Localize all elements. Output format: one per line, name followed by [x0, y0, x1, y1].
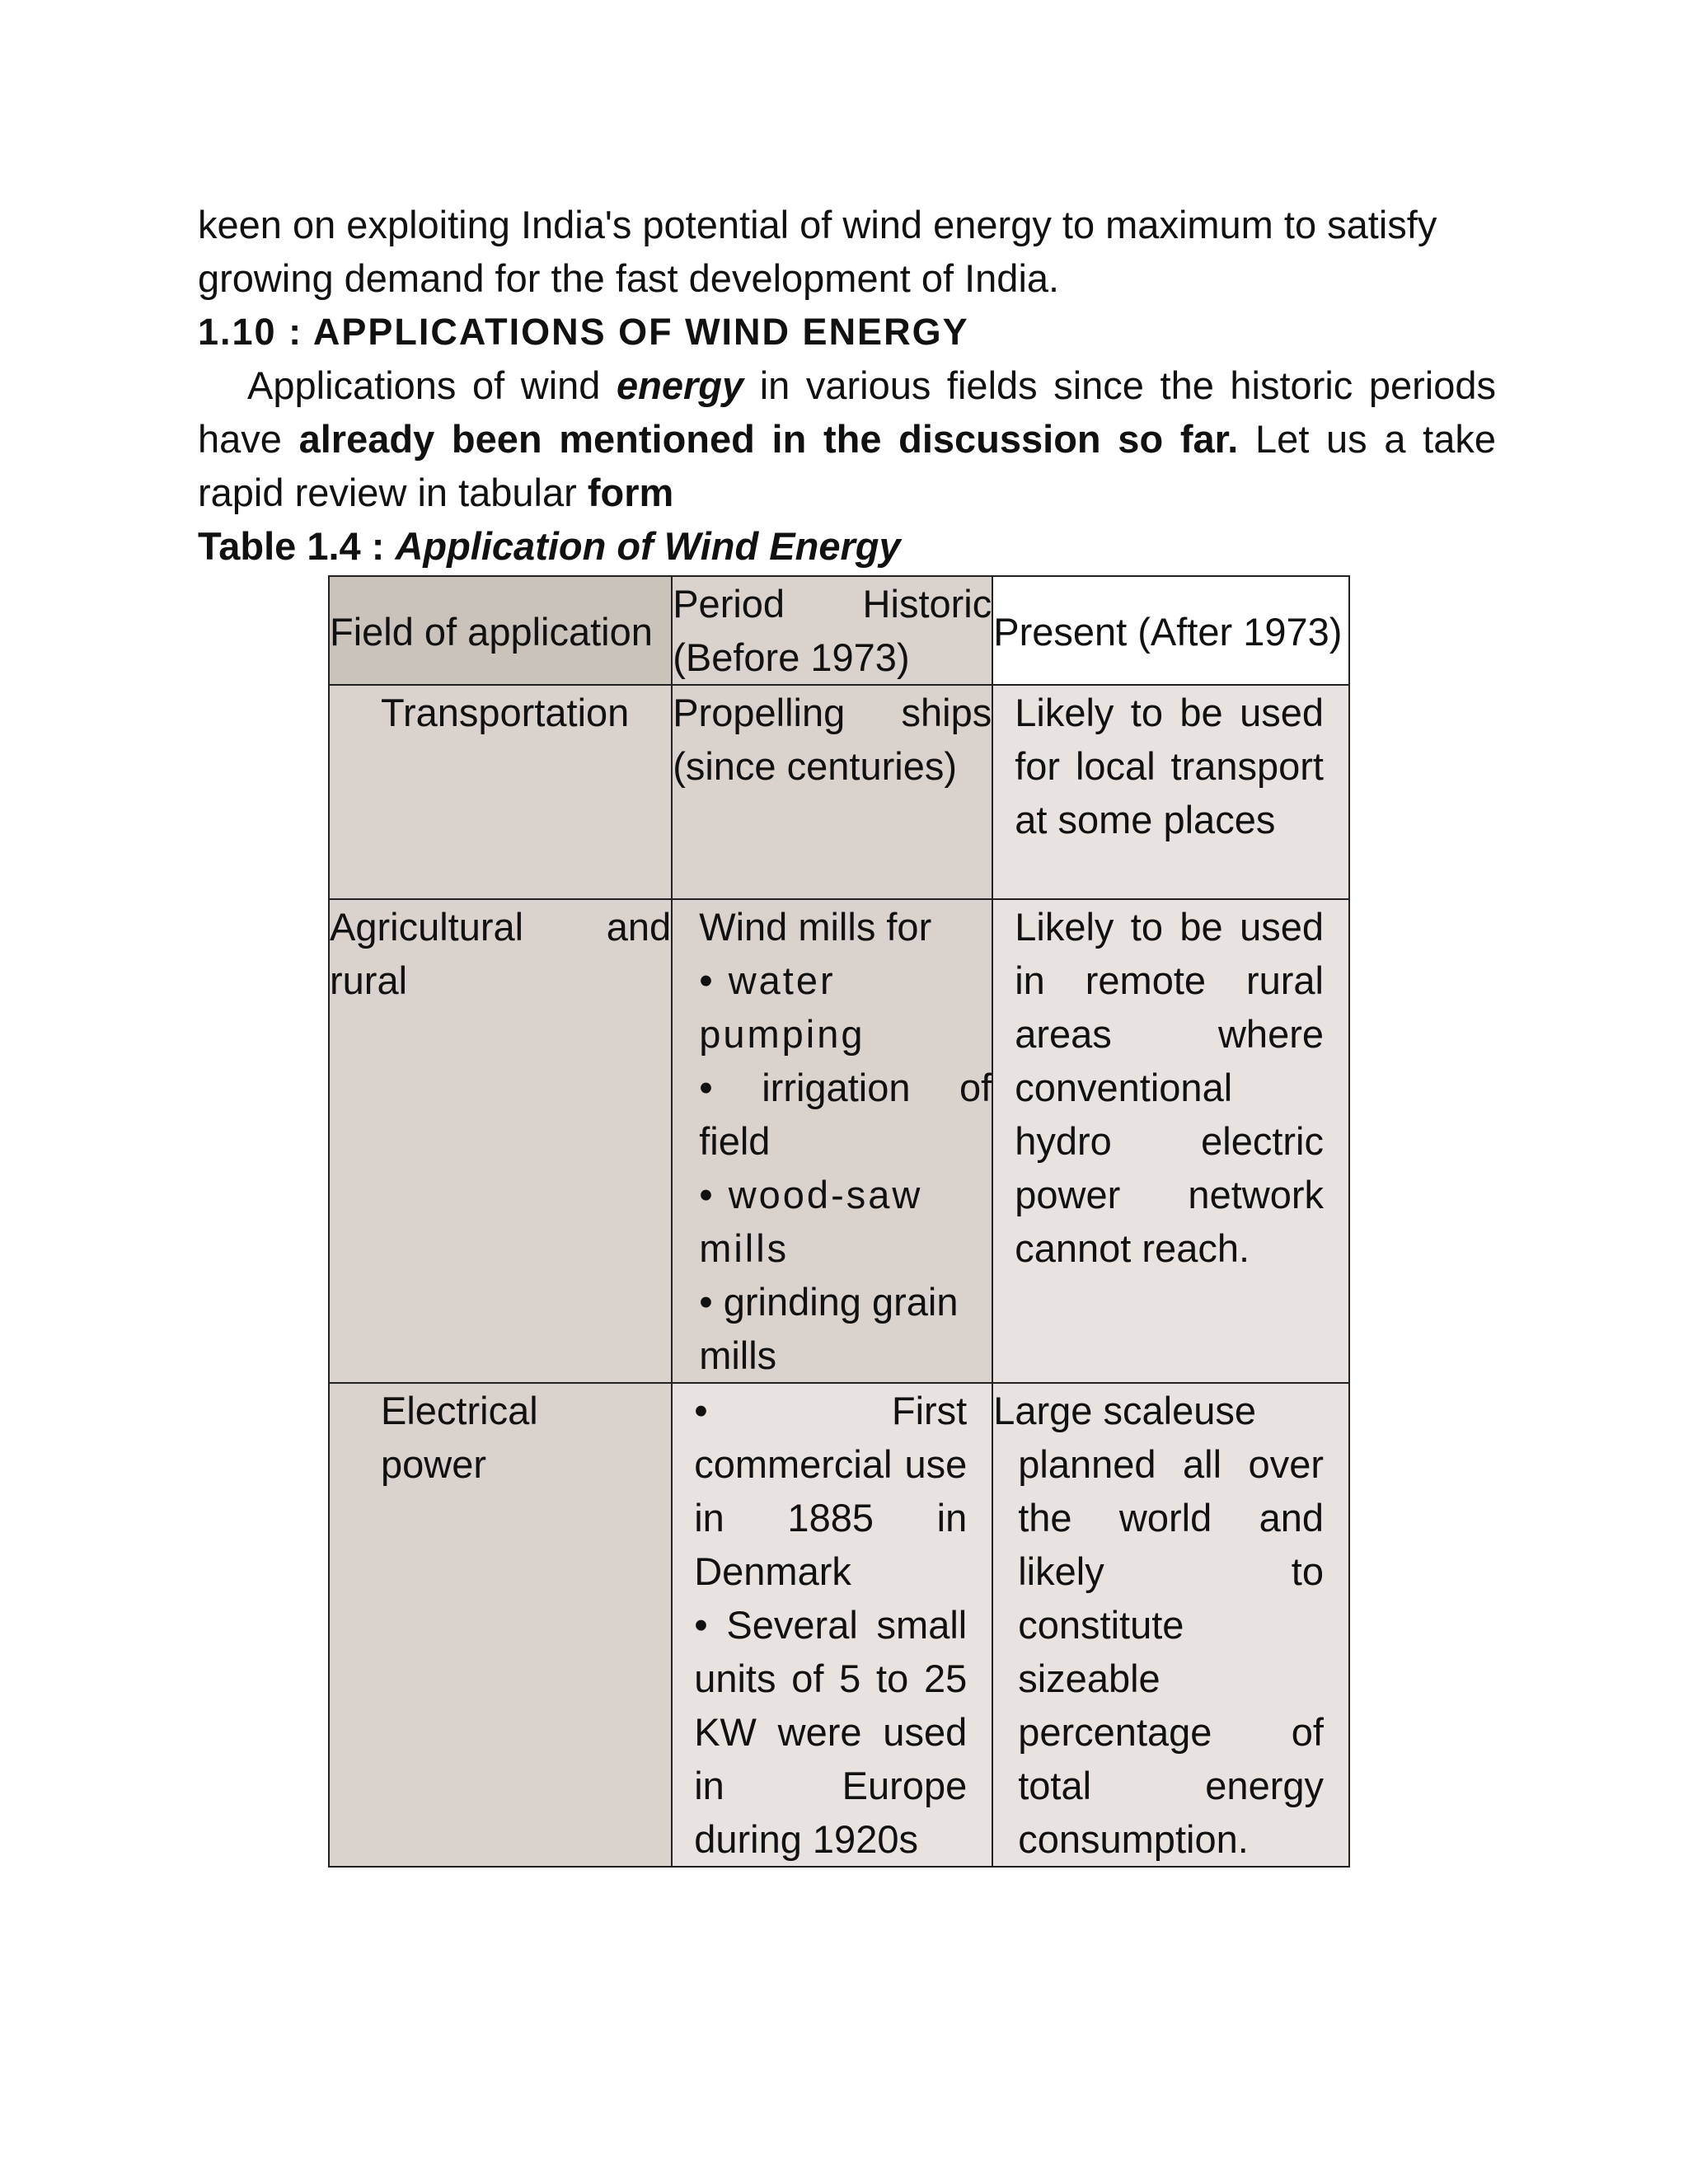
- cell-present-electrical: [992, 1383, 1349, 1867]
- cell-present-agricultural: [992, 899, 1349, 1383]
- field-transportation-text: Transportation: [381, 691, 630, 734]
- cell-field-electrical: [329, 1383, 672, 1867]
- cell-field-transportation: [329, 685, 672, 899]
- historic-agricultural-item: • wood-saw mills: [699, 1173, 923, 1270]
- cell-historic-transportation: [672, 685, 992, 899]
- paragraph-text-2: in various fields since the historic periods have: [198, 363, 1497, 461]
- historic-agricultural-intro: Wind mills for: [699, 905, 932, 949]
- historic-electrical-item: • Several small units of 5 to 25 KW were used in Europe during 1920s: [694, 1603, 968, 1861]
- paragraph-text-3: Let us a take rapid review in tabular: [198, 417, 1496, 514]
- paragraph-text-1: Applications of wind: [247, 363, 617, 407]
- header-present-text: Present (After 1973): [993, 610, 1343, 654]
- historic-agricultural-item: • water pumping: [699, 958, 865, 1056]
- table-row-agricultural: [329, 899, 1349, 1383]
- cell-field-agricultural: [329, 899, 672, 1383]
- table-caption-title: Application of Wind Energy: [395, 524, 901, 568]
- header-present: [992, 576, 1349, 685]
- header-field-text: Field of application: [330, 610, 653, 654]
- table-header-row: [329, 576, 1349, 685]
- applications-table: [328, 575, 1350, 1868]
- field-electrical-text: Electrical power: [381, 1389, 538, 1486]
- section-paragraph: [198, 359, 1496, 519]
- paragraph-emphasis-energy: energy: [617, 363, 744, 407]
- table-row-transportation: [329, 685, 1349, 899]
- table-row-electrical: [329, 1383, 1349, 1867]
- section-heading: 1.10 : APPLICATIONS OF WIND ENERGY: [198, 311, 969, 353]
- intro-line-2: growing demand for the fast development of India.: [198, 256, 1060, 300]
- cell-present-transportation: [992, 685, 1349, 899]
- header-historic-text: Period Historic (Before 1973): [673, 582, 992, 679]
- historic-electrical-item: • First commercial use in 1885 in Denmark: [694, 1389, 968, 1593]
- present-electrical-first-line: Large scaleuse: [993, 1389, 1256, 1432]
- historic-agricultural-item: • grinding grain mills: [699, 1280, 959, 1377]
- header-period-historic: [672, 576, 992, 685]
- present-electrical-text: planned all over the world and likely to constitute sizeable percentage of total energy consumption.: [1018, 1442, 1324, 1861]
- historic-agricultural-item: • irrigation of field: [699, 1066, 992, 1163]
- historic-transportation-text: Propelling ships (since centuries): [673, 691, 992, 788]
- present-agricultural-text: Likely to be used in remote rural areas where conventional hydro electric power network cannot reach.: [1015, 905, 1324, 1270]
- cell-historic-agricultural: [672, 899, 992, 1383]
- paragraph-bold-form: form: [587, 471, 674, 514]
- intro-line-1: keen on exploiting India's potential of wind energy to maximum to satisfy: [198, 203, 1437, 246]
- paragraph-bold-text: already been mentioned in the discussion so far.: [298, 417, 1239, 461]
- table-caption: [198, 519, 1496, 573]
- present-transportation-text: Likely to be used for local transport at some places: [1015, 691, 1324, 841]
- header-field-of-application: [329, 576, 672, 685]
- field-agricultural-text: Agricultural and rural: [330, 905, 672, 1002]
- document-page: [198, 198, 1496, 573]
- table-caption-label: Table 1.4 :: [198, 524, 396, 568]
- cell-historic-electrical: [672, 1383, 992, 1867]
